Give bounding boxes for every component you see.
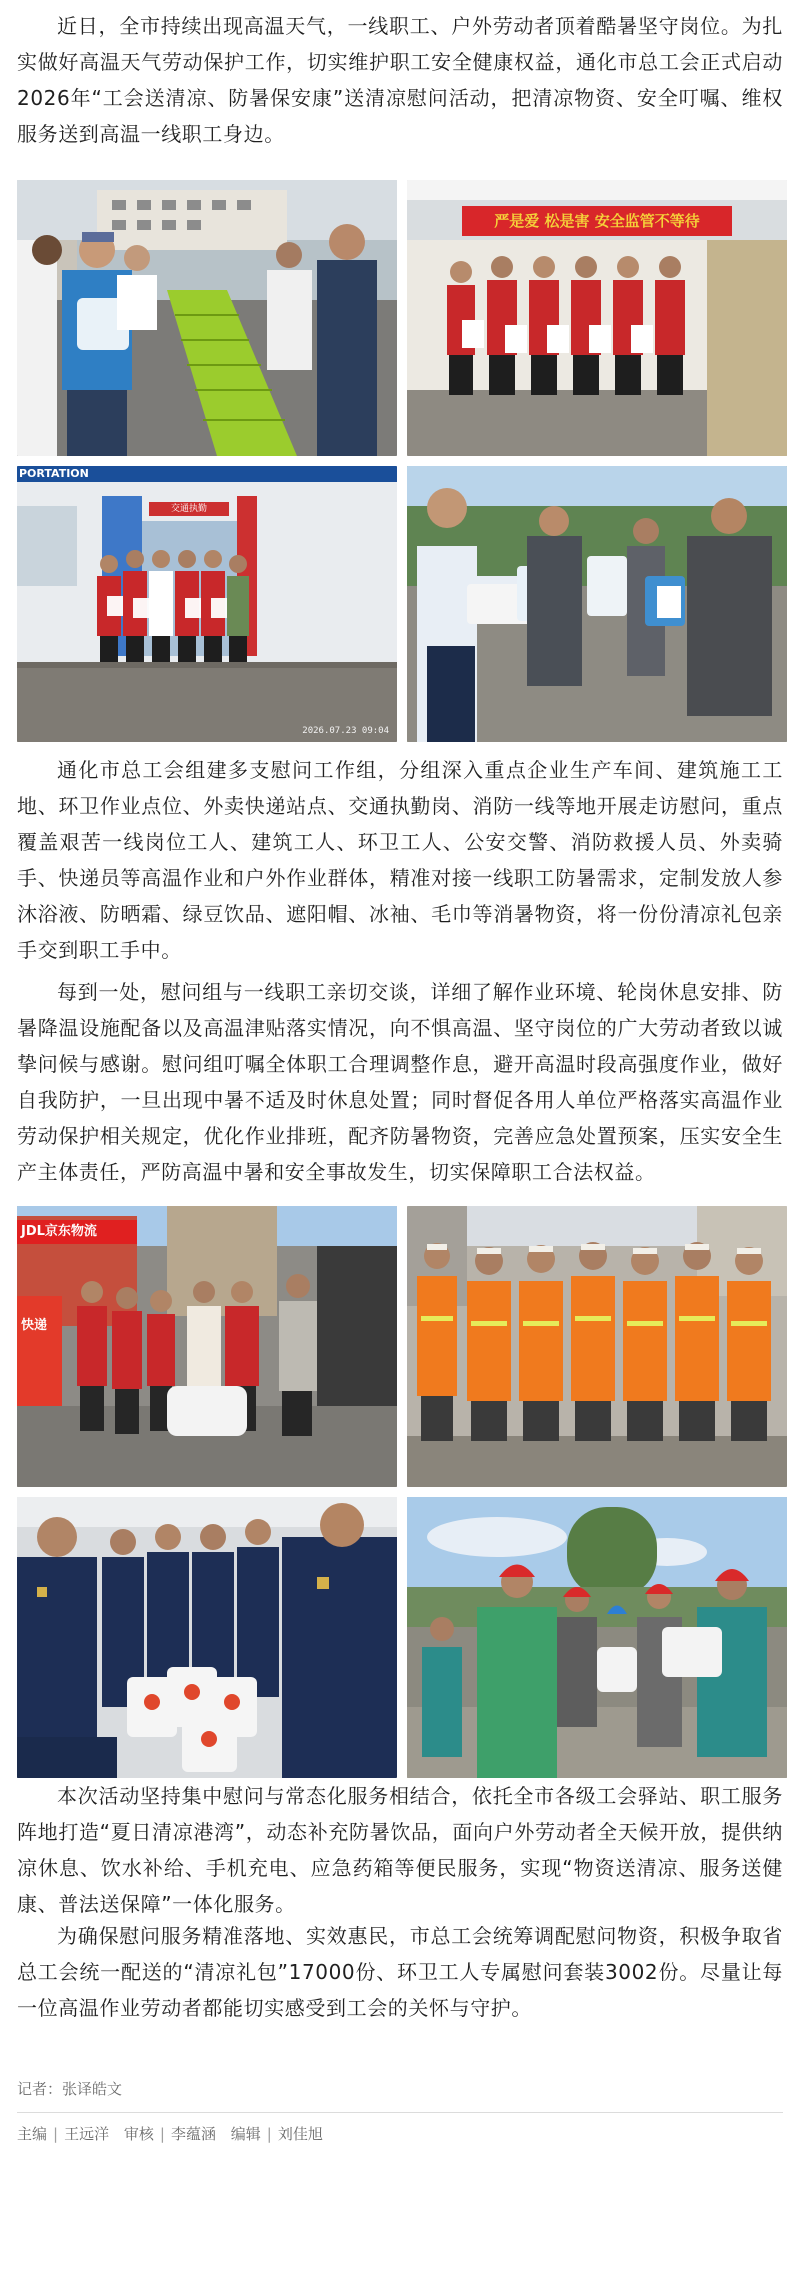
separator: | [53, 2125, 59, 2143]
photo-red-vest-group-banner[interactable] [407, 180, 787, 456]
lead-editor-label: 主编 [17, 2125, 48, 2143]
editor-credits [17, 2123, 783, 2145]
paragraph-intro: 近日，全市持续出现高温天气，一线职工、户外劳动者顶着酷暑坚守岗位。为扎实做好高温天气劳动保护工作，切实维护职工安全健康权益，通化市总工会正式启动2026年“工会送清凉、防暑保安康”送清凉慰问活动，把清凉物资、安全叮嘱、维权服务送到高温一线职工身边。 [17, 14, 783, 146]
photo-grid-bottom [17, 1206, 783, 1778]
editor-label: 编辑 [230, 2125, 261, 2143]
photo-timestamp: 2026.07.23 09:04 [302, 726, 389, 736]
paragraph-work-groups: 通化市总工会组建多支慰问工作组，分组深入重点企业生产车间、建筑施工工地、环卫作业点位、外卖快递站点、交通执勤岗、消防一线等地开展走访慰问，重点覆盖艰苦一线岗位工人、建筑工人、环卫工人、公安交警、消防救援人员、外卖骑手、快递员等高温作业和户外作业群体，精准对接一线职工防暑需求，定制发放人参沐浴液、防晒霜、绿豆饮品、遮阳帽、冰袖、毛巾等消暑物资，将一份份清凉礼包亲手交到职工手中。 [17, 758, 783, 962]
photo-firefighters[interactable] [17, 1497, 397, 1778]
jd-side-sign: 快递 [21, 1318, 48, 1333]
jd-logistics-sign: JDL京东物流 [21, 1224, 97, 1239]
photo-construction-workers[interactable] [407, 1497, 787, 1778]
separator: | [159, 2125, 165, 2143]
sign-door: 交通执勤 [170, 504, 207, 514]
sign-portation: PORTATION [19, 467, 89, 480]
photo-sanitation-workers[interactable] [407, 1206, 787, 1487]
paragraph-cooling-harbor: 本次活动坚持集中慰问与常态化服务相结合，依托全市各级工会驿站、职工服务阵地打造“夏日清凉港湾”，动态补充防暑饮品，面向户外劳动者全天候开放，提供纳凉休息、饮水补给、手机充电、应急药箱等便民服务，实现“物资送清凉、服务送健康、普法送保障”一体化服务。 [17, 1784, 783, 1916]
photo-gift-handover-street[interactable] [17, 180, 397, 456]
reviewer-label: 审核 [123, 2125, 154, 2143]
editor-name: 刘佳旭 [277, 2125, 323, 2143]
reporter-credit: 记者：张译皓文 [17, 2080, 123, 2098]
photo-grid-top [17, 180, 783, 742]
lead-editor-name: 王远洋 [64, 2125, 110, 2143]
photo-jd-logistics-couriers[interactable] [17, 1206, 397, 1487]
article-footer [17, 2078, 783, 2167]
reviewer-name: 李蕴涵 [170, 2125, 216, 2143]
paragraph-visits: 每到一处，慰问组与一线职工亲切交谈，详细了解作业环境、轮岗休息安排、防暑降温设施配备以及高温津贴落实情况，向不惧高温、坚守岗位的广大劳动者致以诚挚问候与感谢。慰问组叮嘱全体职工合理调整作息，避开高温时段高强度作业，做好自我防护，一旦出现中暑不适及时休息处置；同时督促各用人单位严格落实高温作业劳动保护相关规定，优化作业排班，配齐防暑物资，完善应急处置预案，压实安全生产主体责任，严防高温中暑和安全事故发生，切实保障职工合法权益。 [17, 980, 783, 1184]
banner-slogan: 严是爱 松是害 安全监管不等待 [494, 212, 700, 230]
footer-divider [17, 2112, 783, 2113]
photo-gift-handover-outdoor[interactable] [407, 466, 787, 742]
separator: | [266, 2125, 272, 2143]
photo-traffic-post-group[interactable] [17, 466, 397, 742]
paragraph-supplies: 为确保慰问服务精准落地、实效惠民，市总工会统筹调配慰问物资，积极争取省总工会统一配送的“清凉礼包”17000份、环卫工人专属慰问套装3002份。尽量让每一位高温作业劳动者都能切实感受到工会的关怀与守护。 [17, 1924, 783, 2020]
